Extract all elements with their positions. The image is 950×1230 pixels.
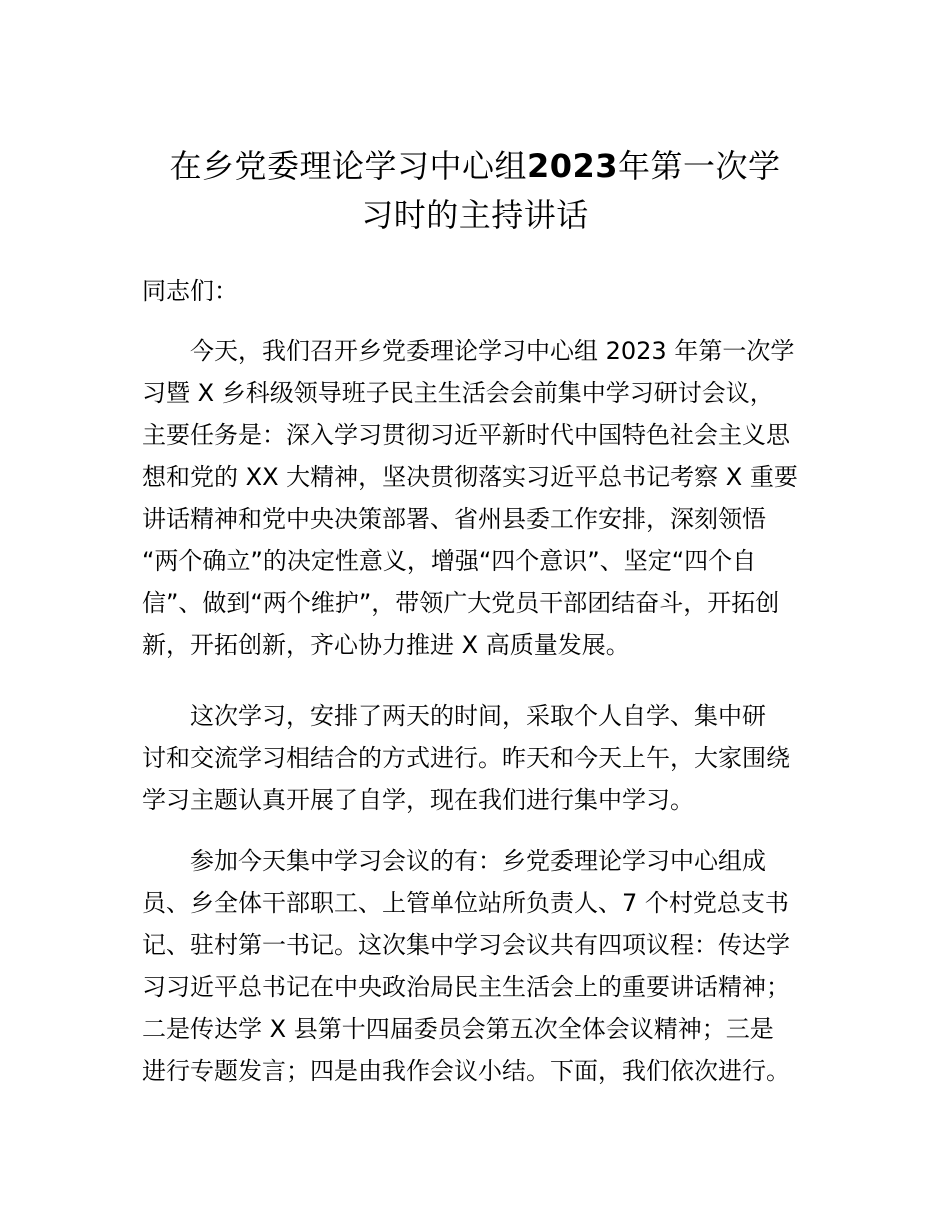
paragraph-line: 讲话精神和党中央决策部署、省州县委工作安排，深刻领悟	[142, 505, 766, 533]
paragraph-line: 信”、做到“两个维护”，带领广大党员干部团结奋斗，开拓创	[142, 589, 780, 617]
title-line-1-start: 在乡党委理论学习中心组	[169, 147, 527, 185]
paragraph-1	[142, 330, 814, 666]
paragraph-line: 二是传达学 X 县第十四届委员会第五次全体会议精神；三是	[142, 1015, 774, 1043]
paragraph-line: 想和党的 XX 大精神，坚决贯彻落实习近平总书记考察 X 重要	[142, 463, 798, 491]
title-year: 2023	[526, 147, 619, 185]
paragraph-2	[142, 695, 814, 821]
paragraph-line: 讨和交流学习相结合的方式进行。昨天和今天上午，大家围绕	[142, 744, 790, 772]
title-line-2: 习时的主持讲话	[361, 196, 589, 234]
paragraph-line: 习习近平总书记在中央政治局民主生活会上的重要讲话精神；	[142, 973, 790, 1001]
page-title	[0, 142, 950, 240]
paragraph-line: 习暨 X 乡科级领导班子民主生活会会前集中学习研讨会议，	[142, 379, 774, 407]
paragraph-3	[142, 840, 814, 1092]
title-line-1-end: 年第一次学	[618, 147, 781, 185]
paragraph-line: 主要任务是：深入学习贯彻习近平新时代中国特色社会主义思	[142, 421, 790, 449]
paragraph-line: 参加今天集中学习会议的有：乡党委理论学习中心组成	[190, 847, 766, 875]
paragraph-line: 员、乡全体干部职工、上管单位站所负责人、7 个村党总支书	[142, 889, 789, 917]
paragraph-line: “两个确立”的决定性意义，增强“四个意识”、坚定“四个自	[142, 547, 757, 575]
paragraph-line: 学习主题认真开展了自学，现在我们进行集中学习。	[142, 786, 694, 814]
paragraph-line: 记、驻村第一书记。这次集中学习会议共有四项议程：传达学	[142, 931, 790, 959]
paragraph-line: 新，开拓创新，齐心协力推进 X 高质量发展。	[142, 631, 630, 659]
paragraph-line: 这次学习，安排了两天的时间，采取个人自学、集中研	[190, 702, 766, 730]
paragraph-line: 进行专题发言；四是由我作会议小结。下面，我们依次进行。	[142, 1057, 790, 1085]
salutation: 同志们：	[142, 277, 238, 305]
title-line-1	[0, 142, 950, 191]
paragraph-line: 今天，我们召开乡党委理论学习中心组 2023 年第一次学	[190, 337, 795, 365]
